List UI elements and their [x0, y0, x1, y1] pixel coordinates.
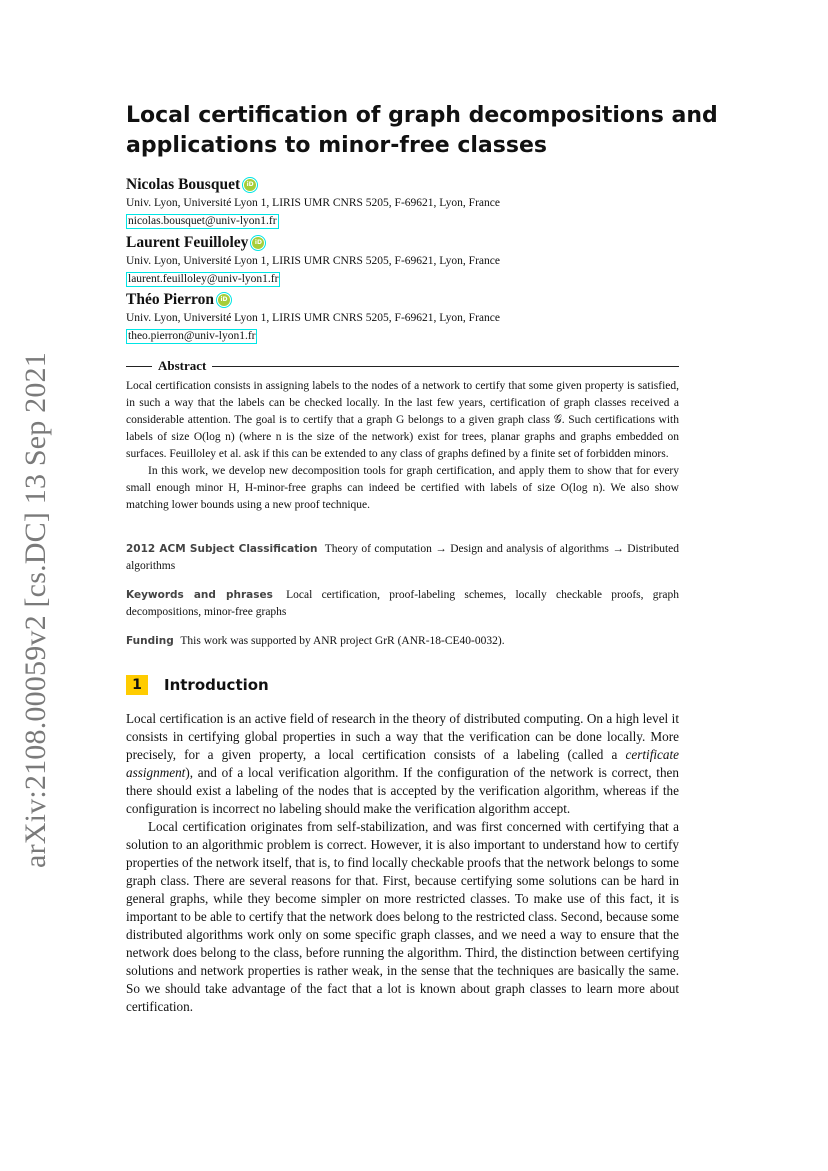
orcid-icon[interactable] [252, 237, 264, 249]
paper-title [126, 101, 718, 161]
abstract-paragraph-1: Local certification consists in assigning labels to the nodes of a network to certify that some given property is satisfied, in such a way that the labels can be checked locally. In the last few years, certification of graph classes received a considerable attention. The goal is to certify that a graph G belongs to a given graph class 𝒢. Such certifications with labels of size O(log n) (where n is the size of the network) exist for trees, planar graphs and graphs embedded on surfaces. Feuilloley et al. ask if this can be extended to any class of graphs defined by a finite set of forbidden minors. [126, 380, 679, 460]
author-block [126, 176, 500, 229]
funding-label: Funding [126, 635, 174, 647]
author-block [126, 234, 500, 287]
orcid-glyph: iD [254, 239, 262, 246]
intro-p1-text-b: ), and of a local verification algorithm. If the configuration of the network is correct, then there should exist a labeling of the nodes that is accepted by the verification algorithm, whereas if the configuration is incorrect no labeling should make the verification algorithm accept. [126, 765, 679, 816]
funding [126, 633, 679, 650]
intro-paragraph-1 [126, 710, 679, 818]
section-number: 1 [126, 675, 148, 695]
arxiv-identifier [8, 352, 64, 868]
author-email-link[interactable]: nicolas.bousquet@univ-lyon1.fr [128, 215, 277, 227]
section-heading [126, 675, 269, 695]
abstract-body [126, 378, 679, 514]
orcid-icon[interactable] [244, 179, 256, 191]
author-affiliation: Univ. Lyon, Université Lyon 1, LIRIS UMR CNRS 5205, F-69621, Lyon, France [126, 255, 500, 267]
funding-text: This work was supported by ANR project GrR (ANR-18-CE40-0032). [180, 635, 505, 647]
paper-title-line-1: Local certification of graph decompositions and [126, 103, 718, 128]
abstract-heading [126, 358, 679, 374]
keywords-label: Keywords and phrases [126, 589, 273, 601]
intro-paragraph-2: Local certification originates from self-stabilization, and was first concerned with certifying that a solution to an algorithmic problem is correct. However, it is also important to understand how to certify properties of the network itself, that is, to find locally checkable proofs that the network belongs to some graph class. There are several reasons for that. First, because certifying some solutions can be hard in general graphs, while they become simpler on more restricted classes. To make use of this fact, it is important to be able to certify that the network does belong to the restricted class. Second, because some distributed algorithms work only on some specific graph classes, and we need a way to ensure that the network does belong to the class, before running the algorithm. Third, the distinction between certifying solutions and network properties is rather weak, in the sense that the techniques are basically the same. So we should take advantage of the fact that a lot is known about graph classes to learn more about certification. [126, 819, 679, 1014]
keywords [126, 587, 679, 621]
orcid-glyph: iD [246, 181, 254, 188]
author-block [126, 291, 500, 344]
abstract-rule-left [126, 366, 152, 367]
author-affiliation: Univ. Lyon, Université Lyon 1, LIRIS UMR CNRS 5205, F-69621, Lyon, France [126, 197, 500, 209]
intro-p1-text-a: Local certification is an active field of research in the theory of distributed computing. On a high level it consists in certifying global properties in such a way that the verification can be done locally. More precisely, for a given property, a local certification consists of a labeling (called a [126, 711, 679, 762]
paper-title-line-2: applications to minor-free classes [126, 133, 547, 158]
introduction-body [126, 710, 679, 1016]
orcid-icon[interactable] [218, 294, 230, 306]
section-title: Introduction [164, 676, 269, 694]
author-affiliation: Univ. Lyon, Université Lyon 1, LIRIS UMR CNRS 5205, F-69621, Lyon, France [126, 312, 500, 324]
author-name-row [126, 234, 500, 252]
author-name-row [126, 176, 500, 194]
author-name-row [126, 291, 500, 309]
orcid-glyph: iD [220, 296, 228, 303]
intro-p1-emphasis: certificate assignment [126, 747, 679, 780]
author-name: Nicolas Bousquet [126, 176, 241, 193]
abstract-paragraph-2: In this work, we develop new decomposition tools for graph certification, and apply them to show that for every small enough minor H, H-minor-free graphs can indeed be certified with labels of size O(log n). We also show matching lower bounds using a new proof technique. [126, 465, 679, 511]
arxiv-identifier-text: arXiv:2108.00059v2 [cs.DC] 13 Sep 2021 [19, 352, 52, 868]
acm-classification [126, 541, 679, 575]
abstract-rule-right [212, 366, 679, 367]
keywords-text: Local certification, proof-labeling schemes, locally checkable proofs, graph decompositions, minor-free graphs [126, 589, 679, 618]
author-email-link[interactable]: laurent.feuilloley@univ-lyon1.fr [128, 273, 279, 285]
acm-classification-text: Theory of computation → Design and analysis of algorithms → Distributed algorithms [126, 543, 679, 572]
author-name: Laurent Feuilloley [126, 234, 249, 251]
author-name: Théo Pierron [126, 291, 214, 308]
abstract-heading-label: Abstract [158, 358, 207, 373]
author-email-link[interactable]: theo.pierron@univ-lyon1.fr [128, 330, 256, 342]
acm-classification-label: 2012 ACM Subject Classification [126, 543, 318, 555]
